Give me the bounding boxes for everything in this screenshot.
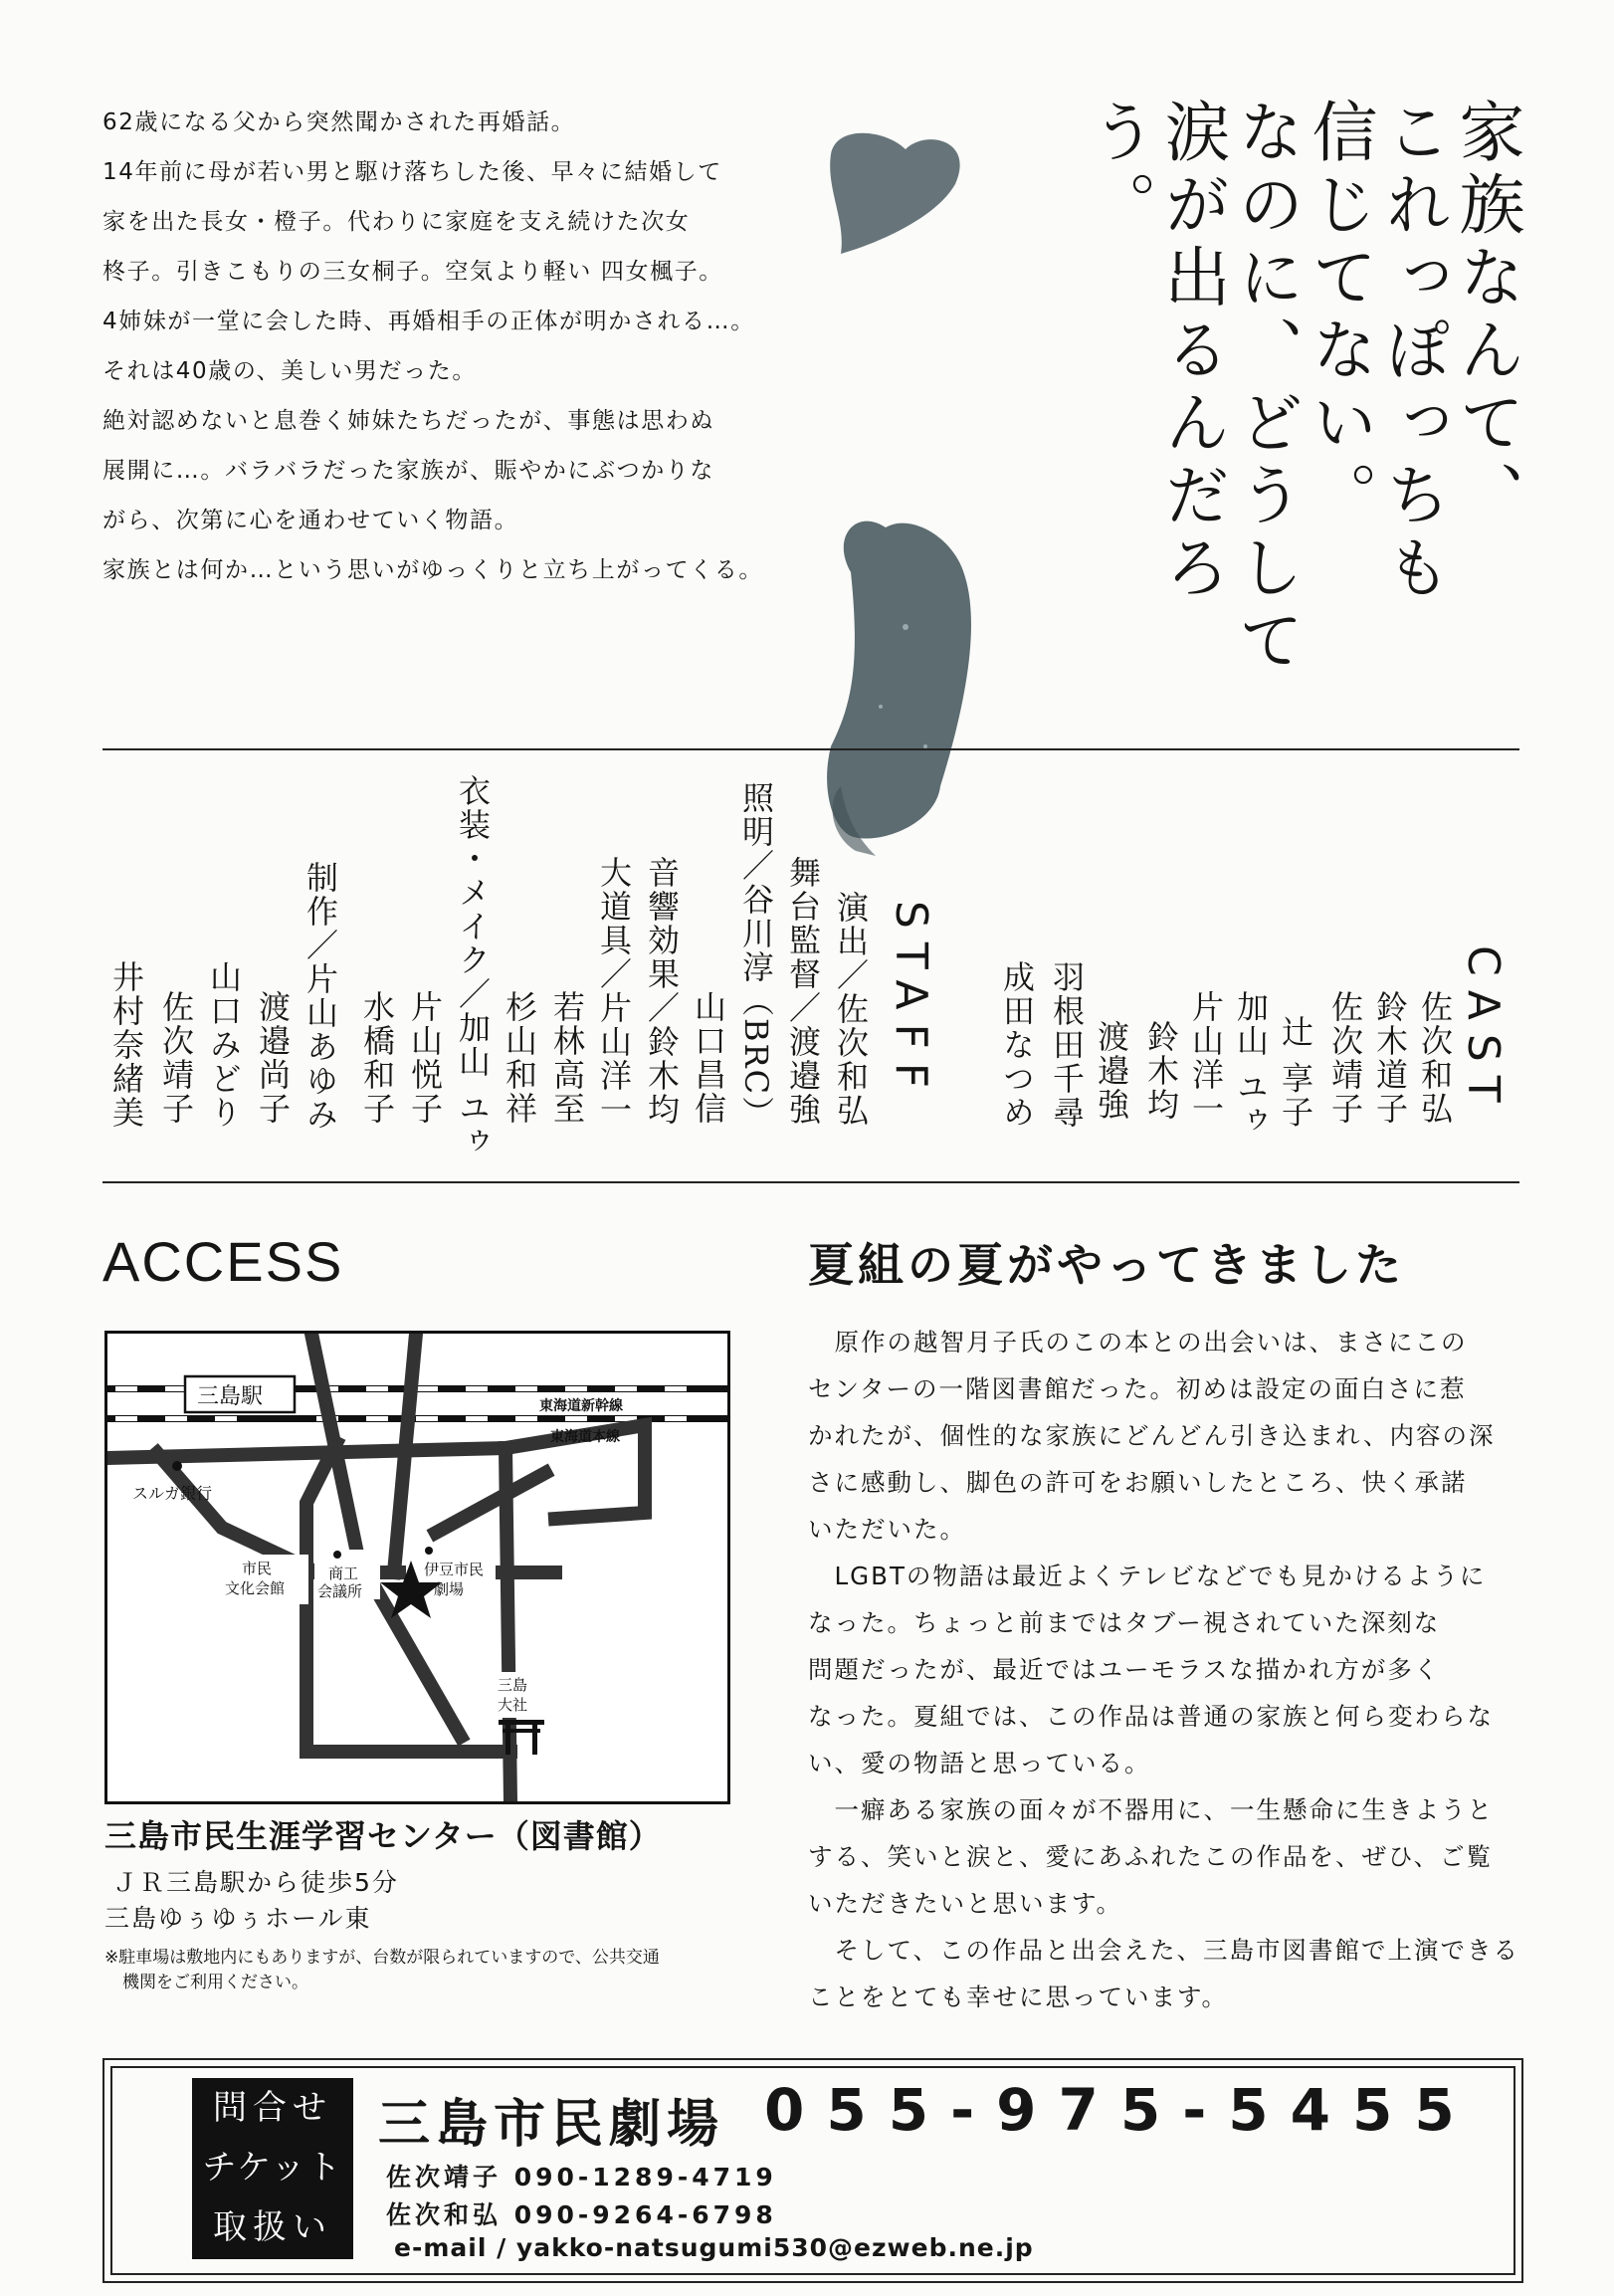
cast-member: 辻 享子: [1277, 1015, 1314, 1130]
catch-line: 家族なんて、: [1448, 98, 1524, 533]
cast-member: 加山 ユゥ: [1232, 990, 1270, 1139]
essay-line: センターの一階図書館だった。初めは設定の面白さに惹: [808, 1374, 1467, 1403]
station-label: 三島駅: [197, 1384, 264, 1409]
heart-decoration: [816, 70, 1065, 876]
essay-line: する、笑いと涙と、愛にあふれたこの作品を、ぜひ、ご覧: [808, 1842, 1494, 1871]
shoko-marker: [333, 1551, 341, 1559]
taisha-label: 三島: [498, 1676, 528, 1694]
staff-credit: 杉山和祥: [501, 990, 538, 1126]
shoko-label: 会議所: [317, 1582, 363, 1600]
cast-member: 羽根田千尋: [1048, 960, 1086, 1130]
cast-member: 佐次靖子: [1326, 990, 1364, 1126]
catch-line: 信じてない。: [1301, 98, 1377, 533]
divider: [102, 1181, 1519, 1183]
staff-credit: 渡邉尚子: [254, 990, 292, 1126]
cast-member: 鈴木均: [1142, 1020, 1180, 1122]
staff-credit: 片山悦子: [406, 990, 444, 1126]
essay-line: いただいた。: [808, 1515, 966, 1544]
synopsis-line: 4姉妹が一堂に会した時、再婚相手の正体が明かされる…。: [102, 309, 755, 334]
contact-box: [102, 2058, 1523, 2283]
staff-credit: 井村奈緒美: [107, 960, 145, 1130]
synopsis-line: 柊子。引きこもりの三女桐子。空気より軽い 四女楓子。: [102, 259, 723, 285]
staff-credit: 舞台監督／渡邉強: [784, 856, 822, 1127]
staff-credit: 山口みどり: [205, 960, 243, 1130]
divider: [102, 748, 1519, 750]
parking-note: [104, 1946, 741, 1995]
essay-line: さに感動し、脚色の許可をお願いしたところ、快く承諾: [808, 1468, 1468, 1497]
staff-credit: 音響効果／鈴木均: [643, 856, 681, 1127]
izu-label: 劇場: [434, 1580, 465, 1598]
theater-name: 三島市民劇場: [378, 2095, 725, 2155]
catch-line: これっぽっちも: [1374, 98, 1451, 606]
map-drawing: [107, 1334, 727, 1801]
contact-box-inner: [110, 2066, 1515, 2275]
shoko-label: 商工: [328, 1565, 359, 1582]
bunka-label: 文化会館: [225, 1579, 286, 1597]
contact-label: [192, 2078, 353, 2259]
essay-body: [808, 1319, 1524, 2020]
access-map: [104, 1331, 730, 1804]
staff-heading: STAFF: [886, 901, 936, 1103]
cast-heading: CAST: [1458, 945, 1509, 1117]
catch-copy: [1081, 98, 1522, 725]
essay-line: い、愛の物語と思っている。: [808, 1749, 1151, 1777]
synopsis-line: 家族とは何か…という思いがゆっくりと立ち上がってくる。: [102, 557, 763, 583]
synopsis-line: 家を出た長女・橙子。代わりに家庭を支え続けた次女: [102, 209, 691, 235]
essay-line: 問題だったが、最近ではユーモラスな描かれ方が多く: [808, 1655, 1441, 1684]
access-title: ACCESS: [102, 1230, 344, 1293]
contact-email[interactable]: e-mail / yakko-natsugumi530@ezweb.ne.jp: [394, 2233, 1034, 2262]
essay-line: なった。夏組では、この作品は普通の家族と何ら変わらな: [808, 1702, 1494, 1731]
catch-line: 涙が出るんだろう。: [1080, 98, 1230, 606]
essay-line: ことをとても幸せに思っています。: [808, 1983, 1229, 2011]
parking-note-line: 機関をご利用ください。: [122, 1973, 308, 1992]
cast-member: 渡邉強: [1093, 1020, 1130, 1122]
contact-person-1[interactable]: 佐次靖子 090-1289-4719: [386, 2163, 777, 2192]
bank-label: スルガ銀行: [132, 1484, 213, 1503]
venue-name: 三島市民生涯学習センター（図書館）: [104, 1817, 662, 1855]
contact-person-2[interactable]: 佐次和弘 090-9264-6798: [386, 2200, 777, 2229]
venue-route: ＪＲ三島駅から徒歩5分: [112, 1868, 399, 1897]
synopsis-line: 絶対認めないと息巻く姉妹たちだったが、事態は思わぬ: [102, 408, 714, 434]
staff-credit: 水橋和子: [358, 990, 396, 1126]
staff-credit: 演出／佐次和弘: [832, 891, 870, 1128]
staff-credit: 大道具／片山洋一: [595, 856, 633, 1127]
taisha-label: 大社: [498, 1696, 528, 1714]
synopsis-line: 展開に…。バラバラだった家族が、賑やかにぶつかりな: [102, 458, 714, 484]
venue-landmark: 三島ゆぅゆぅホール東: [104, 1904, 372, 1933]
staff-credit: 制作／片山あゆみ: [302, 861, 339, 1132]
essay-line: そして、この作品と出会えた、三島市図書館で上演できる: [808, 1936, 1520, 1965]
izu-marker: [425, 1547, 433, 1555]
cast-member: 佐次和弘: [1416, 990, 1454, 1126]
bank-marker: [172, 1461, 182, 1471]
cast-member: 片山洋一: [1187, 990, 1225, 1126]
synopsis: [102, 98, 799, 595]
synopsis-line: それは40歳の、美しい男だった。: [102, 358, 477, 384]
essay-line: かれたが、個性的な家族にどんどん引き込まれ、内容の深: [808, 1421, 1496, 1450]
theater-phone[interactable]: 055-975-5455: [764, 2076, 1477, 2144]
shinkansen-label: 東海道新幹線: [539, 1398, 623, 1414]
staff-credit: 佐次靖子: [157, 990, 195, 1126]
cast-member: 成田なつめ: [998, 960, 1036, 1130]
staff-credit: 照明／谷川淳（BRC）: [737, 781, 775, 1131]
staff-credit: 衣装・メイク／加山 ユゥ: [454, 774, 492, 1159]
essay-title: 夏組の夏がやってきました: [808, 1238, 1405, 1292]
contact-label-line: 問合せ: [213, 2088, 332, 2128]
synopsis-line: がら、次第に心を通わせていく物語。: [102, 508, 519, 533]
izu-label: 伊豆市民: [424, 1561, 485, 1578]
staff-credit: 山口昌信: [690, 990, 727, 1126]
contact-label-line: 取扱い: [213, 2207, 332, 2247]
contact-label-line: チケット: [202, 2148, 343, 2188]
cast-member: 鈴木道子: [1371, 990, 1409, 1126]
essay-line: 原作の越智月子氏のこの本との出会いは、まさにこの: [808, 1328, 1468, 1357]
catch-line: なのに、どうして: [1227, 98, 1304, 679]
synopsis-line: 62歳になる父から突然聞かされた再婚話。: [102, 109, 576, 135]
essay-line: なった。ちょっと前まではタブー視されていた深刻な: [808, 1608, 1441, 1637]
parking-note-line: ※駐車場は敷地内にもありますが、台数が限られていますので、公共交通: [104, 1948, 660, 1968]
honsen-label: 東海道本線: [550, 1429, 620, 1445]
synopsis-line: 14年前に母が若い男と駆け落ちした後、早々に結婚して: [102, 159, 722, 185]
essay-line: 一癖ある家族の面々が不器用に、一生懸命に生きようと: [808, 1795, 1494, 1824]
bunka-label: 市民: [242, 1560, 273, 1577]
essay-line: LGBTの物語は最近よくテレビなどでも見かけるように: [808, 1562, 1487, 1590]
essay-line: いただきたいと思います。: [808, 1889, 1123, 1918]
staff-credit: 若林高至: [548, 990, 586, 1126]
